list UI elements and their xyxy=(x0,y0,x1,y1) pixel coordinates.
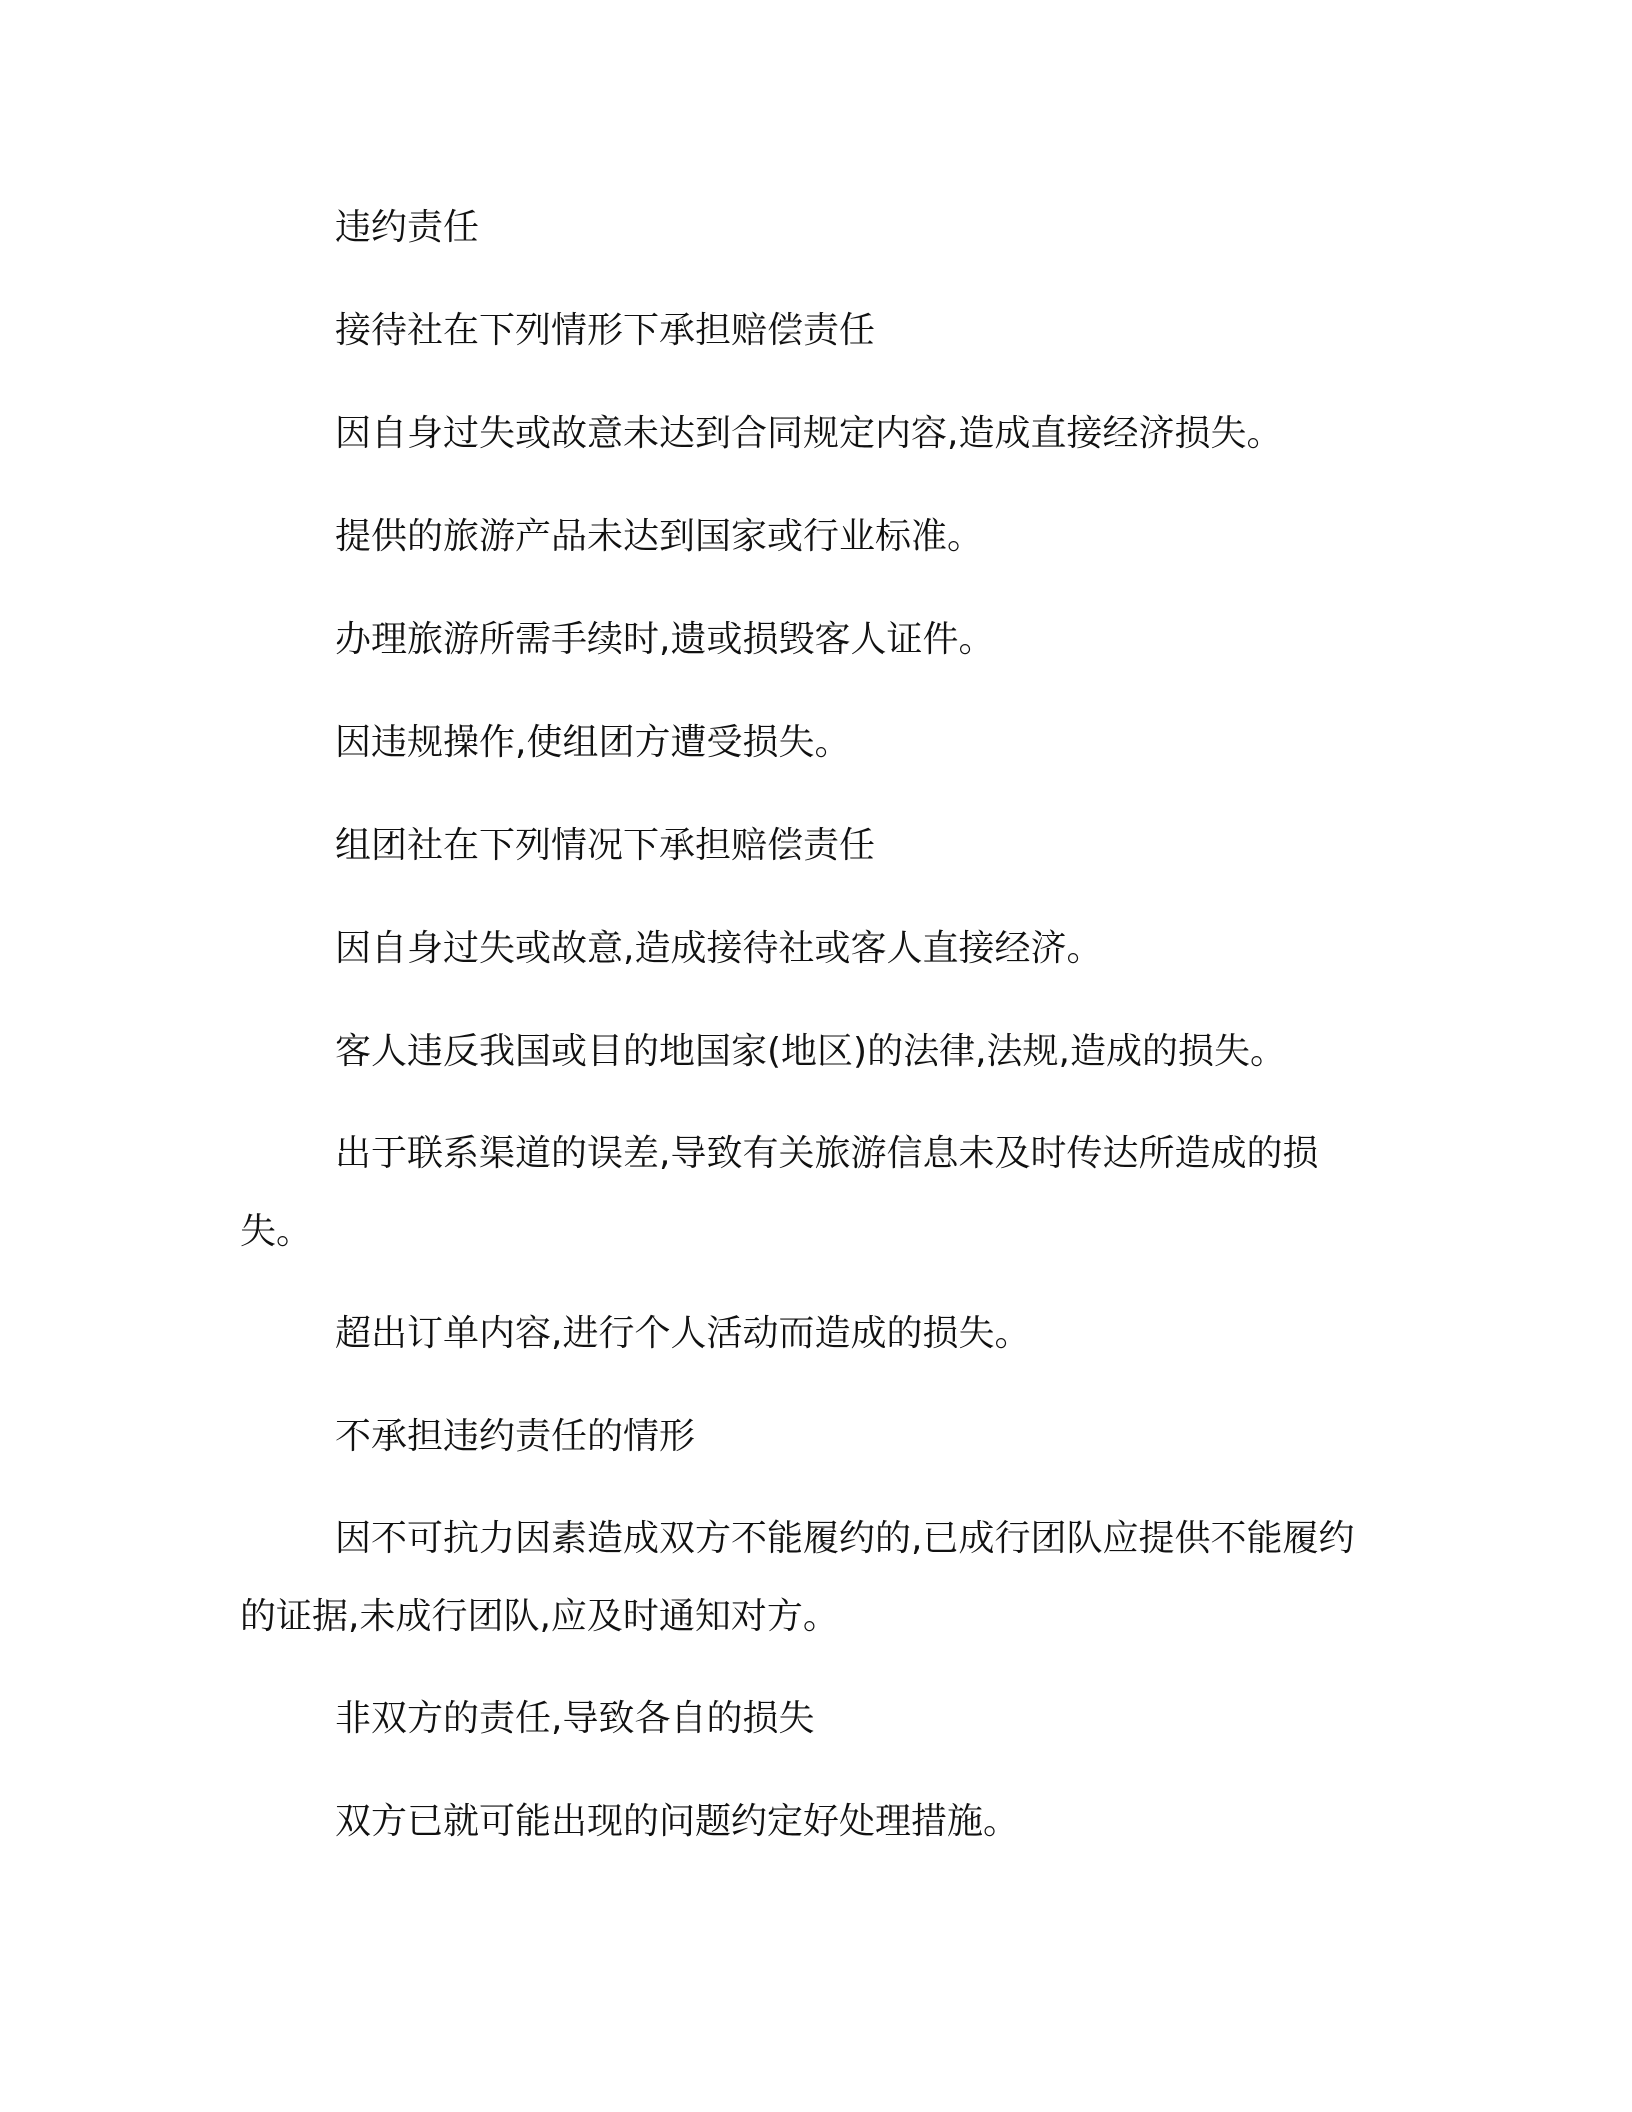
paragraph-organizing-agency-liability: 组团社在下列情况下承担赔偿责任 xyxy=(335,825,876,866)
paragraph-receiving-agency-liability: 接待社在下列情形下承担赔偿责任 xyxy=(335,310,876,351)
paragraph: 办理旅游所需手续时,遗或损毁客人证件。 xyxy=(335,619,995,660)
paragraph: 双方已就可能出现的问题约定好处理措施。 xyxy=(335,1801,1020,1842)
paragraph: 因违规操作,使组团方遭受损失。 xyxy=(335,722,851,763)
paragraph: 超出订单内容,进行个人活动而造成的损失。 xyxy=(335,1313,1031,1354)
paragraph: 因自身过失或故意,造成接待社或客人直接经济。 xyxy=(335,928,1103,969)
paragraph-no-liability-cases: 不承担违约责任的情形 xyxy=(335,1416,696,1457)
paragraph: 因不可抗力因素造成双方不能履约的,已成行团队应提供不能履约的证据,未成行团队,应及时通知对方。 xyxy=(240,1518,1355,1637)
paragraph: 客人违反我国或目的地国家(地区)的法律,法规,造成的损失。 xyxy=(335,1031,1286,1072)
paragraph: 因自身过失或故意未达到合同规定内容,造成直接经济损失。 xyxy=(335,413,1283,454)
document-body xyxy=(240,188,1360,1885)
paragraph: 出于联系渠道的误差,导致有关旅游信息未及时传达所造成的损失。 xyxy=(240,1133,1319,1252)
paragraph: 非双方的责任,导致各自的损失 xyxy=(335,1698,815,1739)
paragraph: 提供的旅游产品未达到国家或行业标准。 xyxy=(335,516,984,557)
section-heading-breach-liability: 违约责任 xyxy=(335,207,480,248)
